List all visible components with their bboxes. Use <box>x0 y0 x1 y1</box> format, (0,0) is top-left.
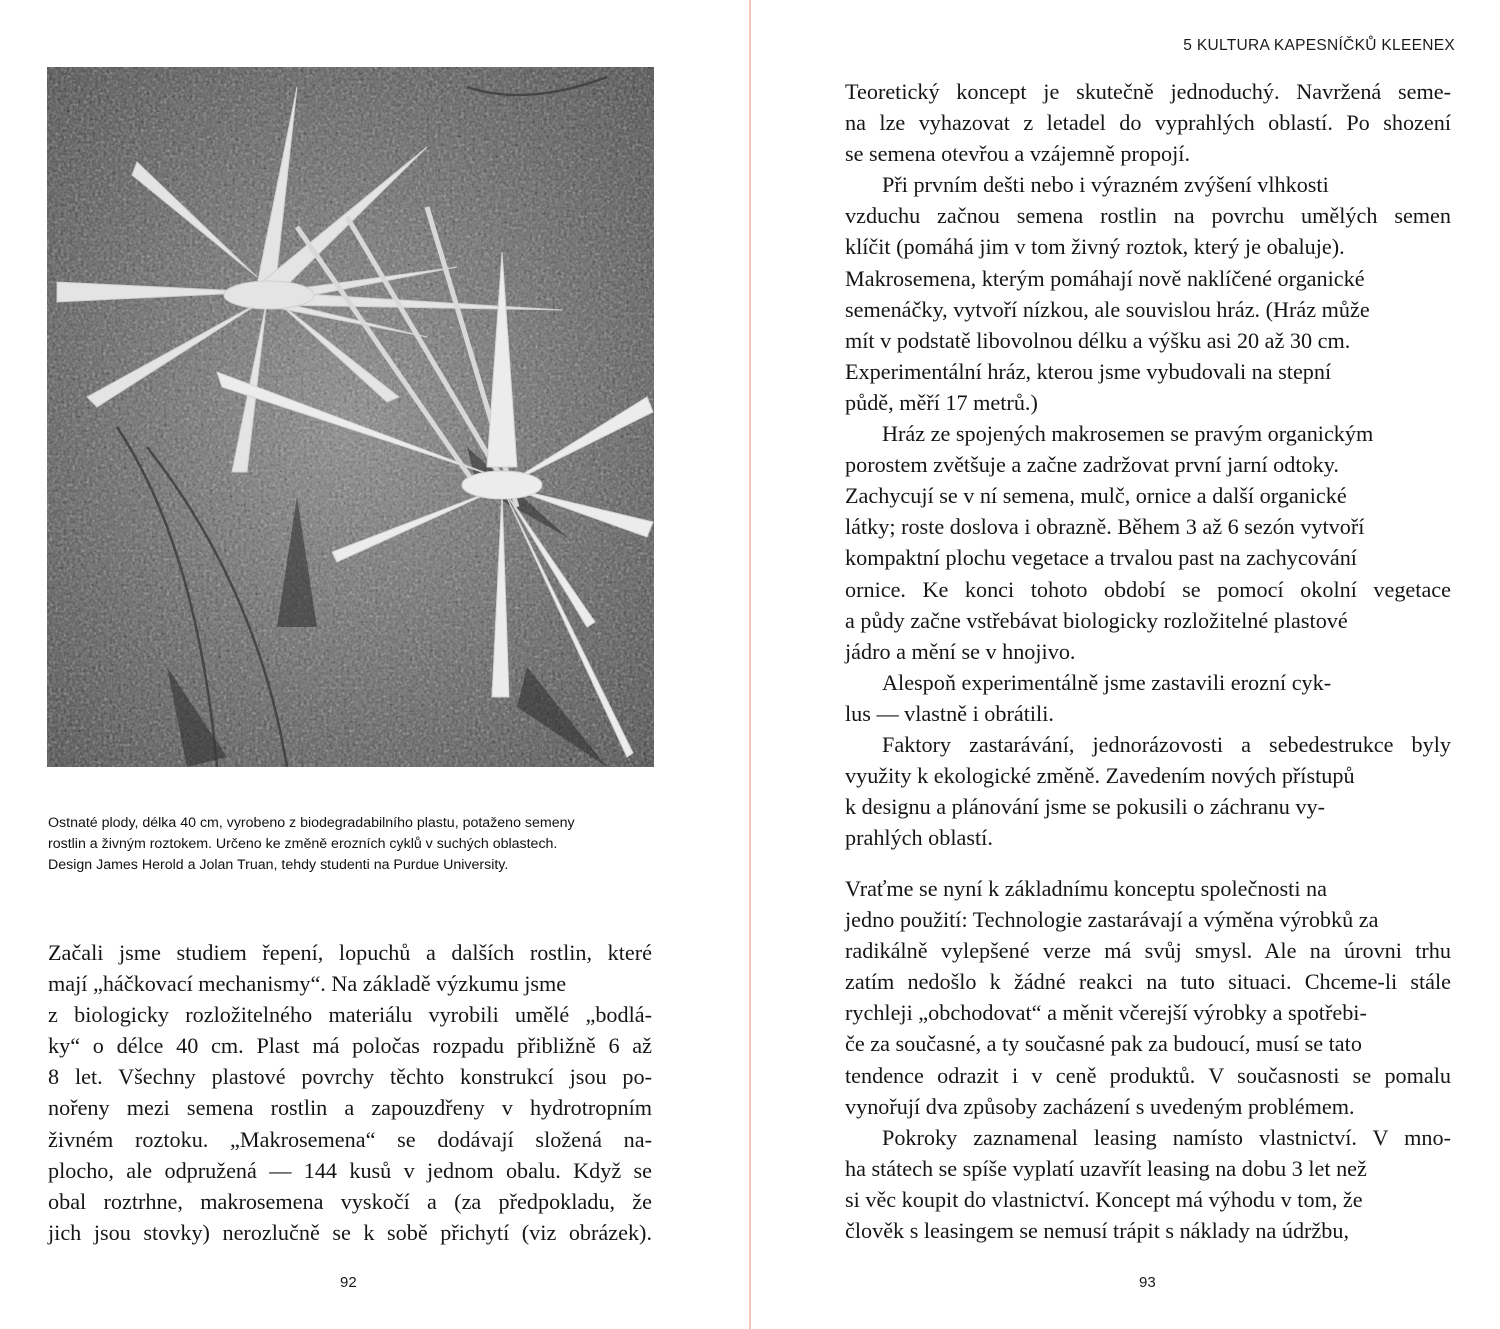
text-line: Teoretický koncept je skutečně jednoduchý. Navržená seme- <box>845 79 1451 104</box>
right-body-section-2 <box>845 873 1451 1246</box>
text-line: 8 let. Všechny plastové povrchy těchto konstrukcí jsou po- <box>48 1064 652 1090</box>
photo-spiky-macroseeds-icon <box>47 67 654 767</box>
text-line: se semena otevřou a vzájemně propojí. <box>845 141 1191 167</box>
text-line: jich jsou stovky) nerozlučně se k sobě přichytí (viz obrázek). <box>48 1219 652 1245</box>
text-line: Faktory zastarávání, jednorázovosti a sebedestrukce byly <box>882 731 1451 757</box>
text-line: Zachycují se v ní semena, mulč, ornice a další organické <box>845 483 1347 509</box>
text-line: využity k ekologické změně. Zavedením nových přístupů <box>845 763 1355 789</box>
text-line: radikálně vylepšené verze má svůj smysl. Ale na úrovni trhu <box>845 938 1451 964</box>
text-line: semenáčky, vytvoří nízkou, ale souvislou hráz. (Hráz může <box>845 296 1370 322</box>
text-line: a půdy začne vstřebávat biologicky rozložitelné plastové <box>845 607 1348 633</box>
text-line: obal roztrhne, makrosemena vyskočí a (za předpokladu, že <box>48 1188 652 1214</box>
text-line: če za současné, a ty současné pak za budoucí, musí se tato <box>845 1031 1362 1057</box>
text-line: klíčit (pomáhá jim v tom živný roztok, který je obaluje). <box>845 234 1345 260</box>
text-line: vzduchu začnou semena rostlin na povrchu umělých semen <box>845 203 1451 229</box>
text-line: mají „háčkovací mechanismy“. Na základě výzkumu jsme <box>48 971 567 997</box>
text-line: tendence odrazit i v ceně produktů. V současnosti se pomalu <box>845 1062 1451 1088</box>
text-line: látky; roste doslova i obrazně. Během 3 až 6 sezón vytvoří <box>845 514 1365 540</box>
text-line: si věc koupit do vlastnictví. Koncept má výhodu v tom, že <box>845 1186 1363 1212</box>
text-line: Vraťme se nyní k základnímu konceptu společnosti na <box>845 876 1327 901</box>
figure-caption <box>48 813 658 876</box>
text-line: lus — vlastně i obrátili. <box>845 700 1054 726</box>
right-body-section-1 <box>845 76 1451 853</box>
text-line: jádro a mění se v hnojivo. <box>845 638 1076 664</box>
text-line: ha státech se spíše vyplatí uzavřít leasing na dobu 3 let než <box>845 1155 1367 1181</box>
text-line: zatím nedošlo k žádné reakci na tuto situaci. Chceme-li stále <box>845 969 1451 995</box>
running-head: 5 KULTURA KAPESNÍČKŮ KLEENEX <box>1183 37 1455 54</box>
text-line: kompaktní plochu vegetace a trvalou past na zachycování <box>845 545 1357 571</box>
text-line: člověk s leasingem se nemusí trápit s náklady na údržbu, <box>845 1218 1350 1244</box>
text-line: nořeny mezi semena rostlin a zapouzdřeny v hydrotropním <box>48 1095 652 1121</box>
text-line: Pokroky zaznamenal leasing namísto vlastnictví. V mno- <box>882 1124 1451 1150</box>
caption-line: rostlin a živným roztokem. Určeno ke změně erozních cyklů v suchých oblastech. <box>48 836 558 852</box>
text-line: jedno použití: Technologie zastarávají a výměna výrobků za <box>845 907 1379 933</box>
caption-line: Ostnaté plody, délka 40 cm, vyrobeno z biodegradabilního plastu, potaženo semeny <box>48 815 575 831</box>
text-line: půdě, měří 17 metrů.) <box>845 389 1038 415</box>
text-line: vynořují dva způsoby zacházení s uvedeným problémem. <box>845 1093 1355 1119</box>
text-line: prahlých oblastí. <box>845 825 993 851</box>
caption-line: Design James Herold a Jolan Truan, tehdy studenti na Purdue University. <box>48 857 509 873</box>
figure-photo <box>47 67 654 767</box>
left-page <box>0 0 749 1329</box>
text-line: plocho, ale odpružená — 144 kusů v jednom obalu. Když se <box>48 1157 652 1183</box>
text-line: ky“ o délce 40 cm. Plast má poločas rozpadu přibližně 6 až <box>48 1033 652 1059</box>
text-line: ornice. Ke konci tohoto období se pomocí okolní vegetace <box>845 576 1451 602</box>
text-line: Začali jsme studiem řepení, lopuchů a dalších rostlin, které <box>48 940 652 965</box>
text-line: Hráz ze spojených makrosemen se pravým organickým <box>882 421 1374 447</box>
text-line: mít v podstatě libovolnou délku a výšku asi 20 až 30 cm. <box>845 327 1351 353</box>
text-line: Experimentální hráz, kterou jsme vybudovali na stepní <box>845 358 1332 384</box>
text-line: na lze vyhazovat z letadel do vyprahlých oblastí. Po shození <box>845 110 1451 136</box>
page-number-left: 92 <box>340 1274 357 1291</box>
text-line: k designu a plánování jsme se pokusili o záchranu vy- <box>845 794 1325 820</box>
text-line: porostem zvětšuje a začne zadržovat první jarní odtoky. <box>845 452 1339 478</box>
text-line: Při prvním dešti nebo i výrazném zvýšení vlhkosti <box>882 172 1329 198</box>
page-number-right: 93 <box>1139 1274 1156 1291</box>
text-line: Alespoň experimentálně jsme zastavili erozní cyk- <box>882 669 1332 695</box>
text-line: rychleji „obchodovat“ a měnit včerejší výrobky a spotřebi- <box>845 1000 1367 1026</box>
left-body-paragraph <box>48 937 652 1248</box>
text-line: z biologicky rozložitelného materiálu vyrobili umělé „bodlá- <box>48 1002 652 1028</box>
text-line: Makrosemena, kterým pomáhají nově naklíčené organické <box>845 265 1365 291</box>
text-line: živném roztoku. „Makrosemena“ se dodávají složená na- <box>48 1126 652 1152</box>
